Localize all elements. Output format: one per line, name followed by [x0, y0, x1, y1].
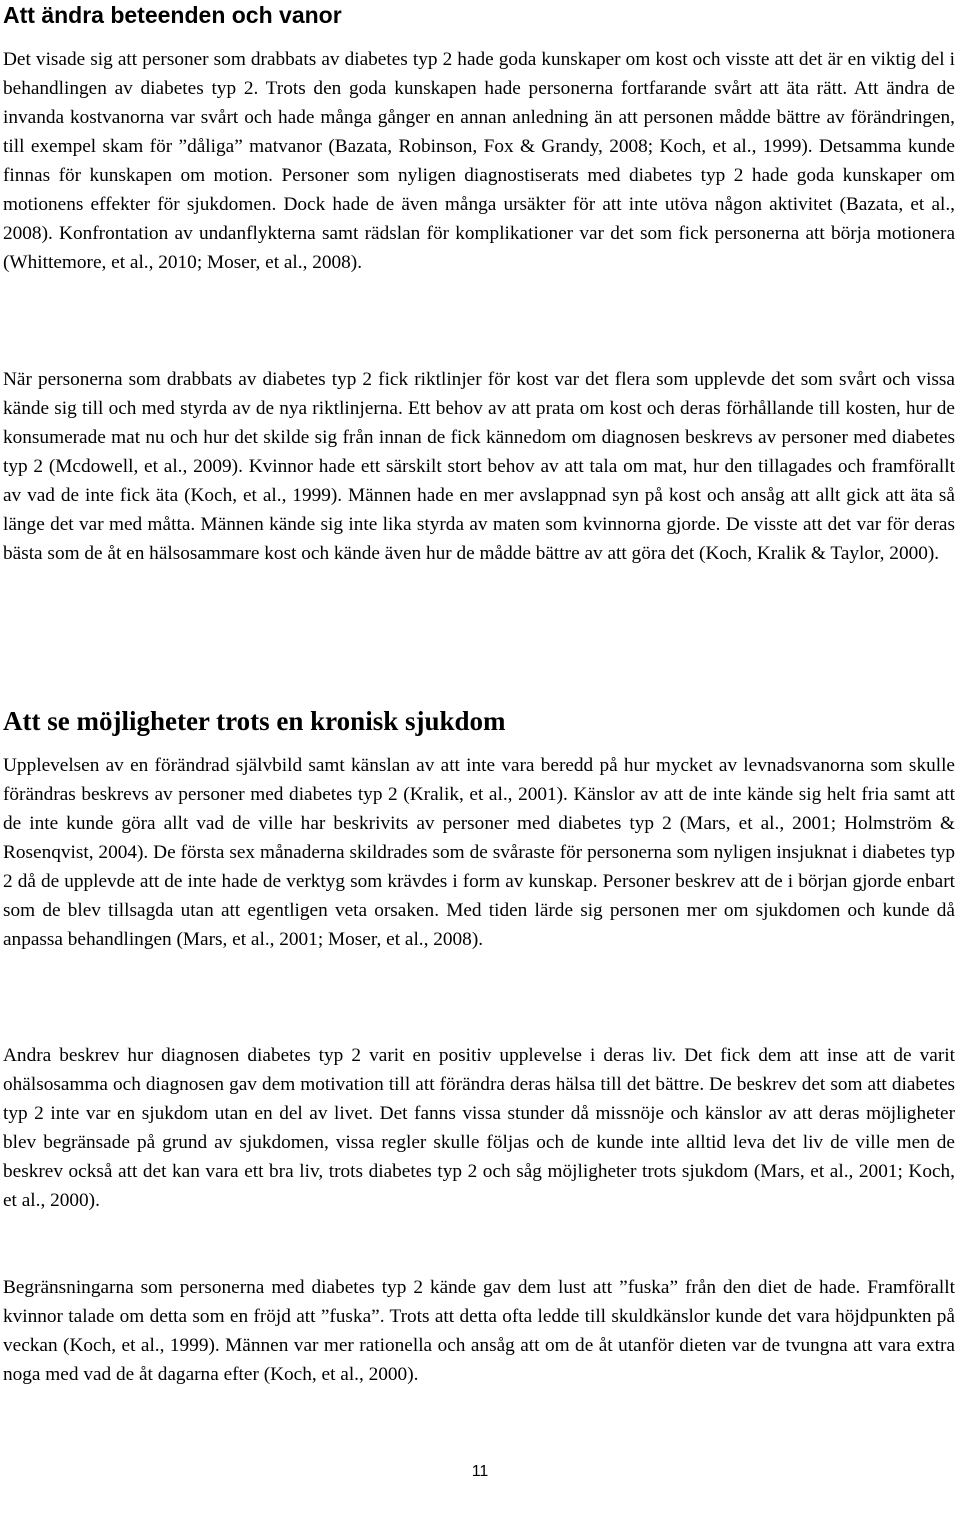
paragraph-5: Begränsningarna som personerna med diabetes typ 2 kände gav dem lust att ”fuska” från den diet de hade. Framförallt kvinnor talade om detta som en fröjd att ”fuska”. Trots att detta ofta ledde till skuldkänslor kunde det vara höjdpunkten på veckan (Koch, et al., 1999). Männen var mer rationella och ansåg att om de åt utanför dieten var de tvungna att vara extra noga med vad de åt dagarna efter (Koch, et al., 2000).	[3, 1277, 955, 1385]
paragraph-3: Upplevelsen av en förändrad självbild samt känslan av att inte vara beredd på hur mycket av levnadsvanorna som skulle förändras beskrevs av personer med diabetes typ 2 (Kralik, et al., 2001). Känslor av att de inte kände sig helt fria samt att de inte kunde göra allt vad de ville har beskrivits av personer med diabetes typ 2 (Mars, et al., 2001; Holmström & Rosenqvist, 2004). De första sex månaderna skildrades som de svåraste för personerna som nyligen insjuknat i diabetes typ 2 då de upplevde att de inte hade de verktyg som krävdes i form av kunskap. Personer beskrev att de i början gjorde enbart som de blev tillsagda utan att egentligen veta orsaken. Med tiden lärde sig personen mer om sjukdomen och kunde då anpassa behandlingen (Mars, et al., 2001; Moser, et al., 2008).	[3, 755, 955, 950]
paragraph-4: Andra beskrev hur diagnosen diabetes typ 2 varit en positiv upplevelse i deras liv. Det fick dem att inse att de varit ohälsosamma och diagnosen gav dem motivation till att förändra deras hälsa till det bättre. De beskrev det som att diabetes typ 2 inte var en sjukdom utan en del av livet. Det fanns vissa stunder då missnöje och känslor av att deras möjligheter blev begränsade på grund av sjukdomen, vissa regler skulle följas och de kunde inte alltid leva det liv de ville men de beskrev också att det kan vara ett bra liv, trots diabetes typ 2 och såg möjligheter trots sjukdom (Mars, et al., 2001; Koch, et al., 2000).	[3, 1045, 955, 1211]
section-heading-behaviour: Att ändra beteenden och vanor	[3, 2, 342, 28]
paragraph-1: Det visade sig att personer som drabbats av diabetes typ 2 hade goda kunskaper om kost och visste att det är en viktig del i behandlingen av diabetes typ 2. Trots den goda kunskapen hade personerna fortfarande svårt att äta rätt. Att ändra de invanda kostvanorna var svårt och hade många gånger en annan anledning än att personen mådde bättre av förändringen, till exempel skam för ”dåliga” matvanor (Bazata, Robinson, Fox & Grandy, 2008; Koch, et al., 1999). Detsamma kunde finnas för kunskapen om motion. Personer som nyligen diagnostiserats med diabetes typ 2 hade goda kunskaper om motionens effekter för sjukdomen. Dock hade de även många ursäkter för att inte utöva någon aktivitet (Bazata, et al., 2008). Konfrontation av undanflykterna samt rädslan för komplikationer var det som fick personerna att börja motionera (Whittemore, et al., 2010; Moser, et al., 2008).	[3, 49, 955, 273]
page-number: 11	[471, 1463, 489, 1480]
paragraph-2: När personerna som drabbats av diabetes typ 2 fick riktlinjer för kost var det flera som upplevde det som svårt och vissa kände sig till och med styrda av de nya riktlinjerna. Ett behov av att prata om kost och deras förhållande till kosten, hur de konsumerade mat nu och hur det skilde sig från innan de fick kännedom om diagnosen beskrevs av personer med diabetes typ 2 (Mcdowell, et al., 2009). Kvinnor hade ett särskilt stort behov av att tala om mat, hur den tillagades och framförallt av vad de inte fick äta (Koch, et al., 1999). Männen hade en mer avslappnad syn på kost och ansåg att allt gick att äta så länge det var med måtta. Männen kände sig inte lika styrda av maten som kvinnorna gjorde. De visste att det var för deras bästa som de åt en hälsosammare kost och kände även hur de mådde bättre av att göra det (Koch, Kralik & Taylor, 2000).	[3, 369, 955, 564]
section-heading-possibilities: Att se möjligheter trots en kronisk sjukdom	[3, 706, 506, 736]
